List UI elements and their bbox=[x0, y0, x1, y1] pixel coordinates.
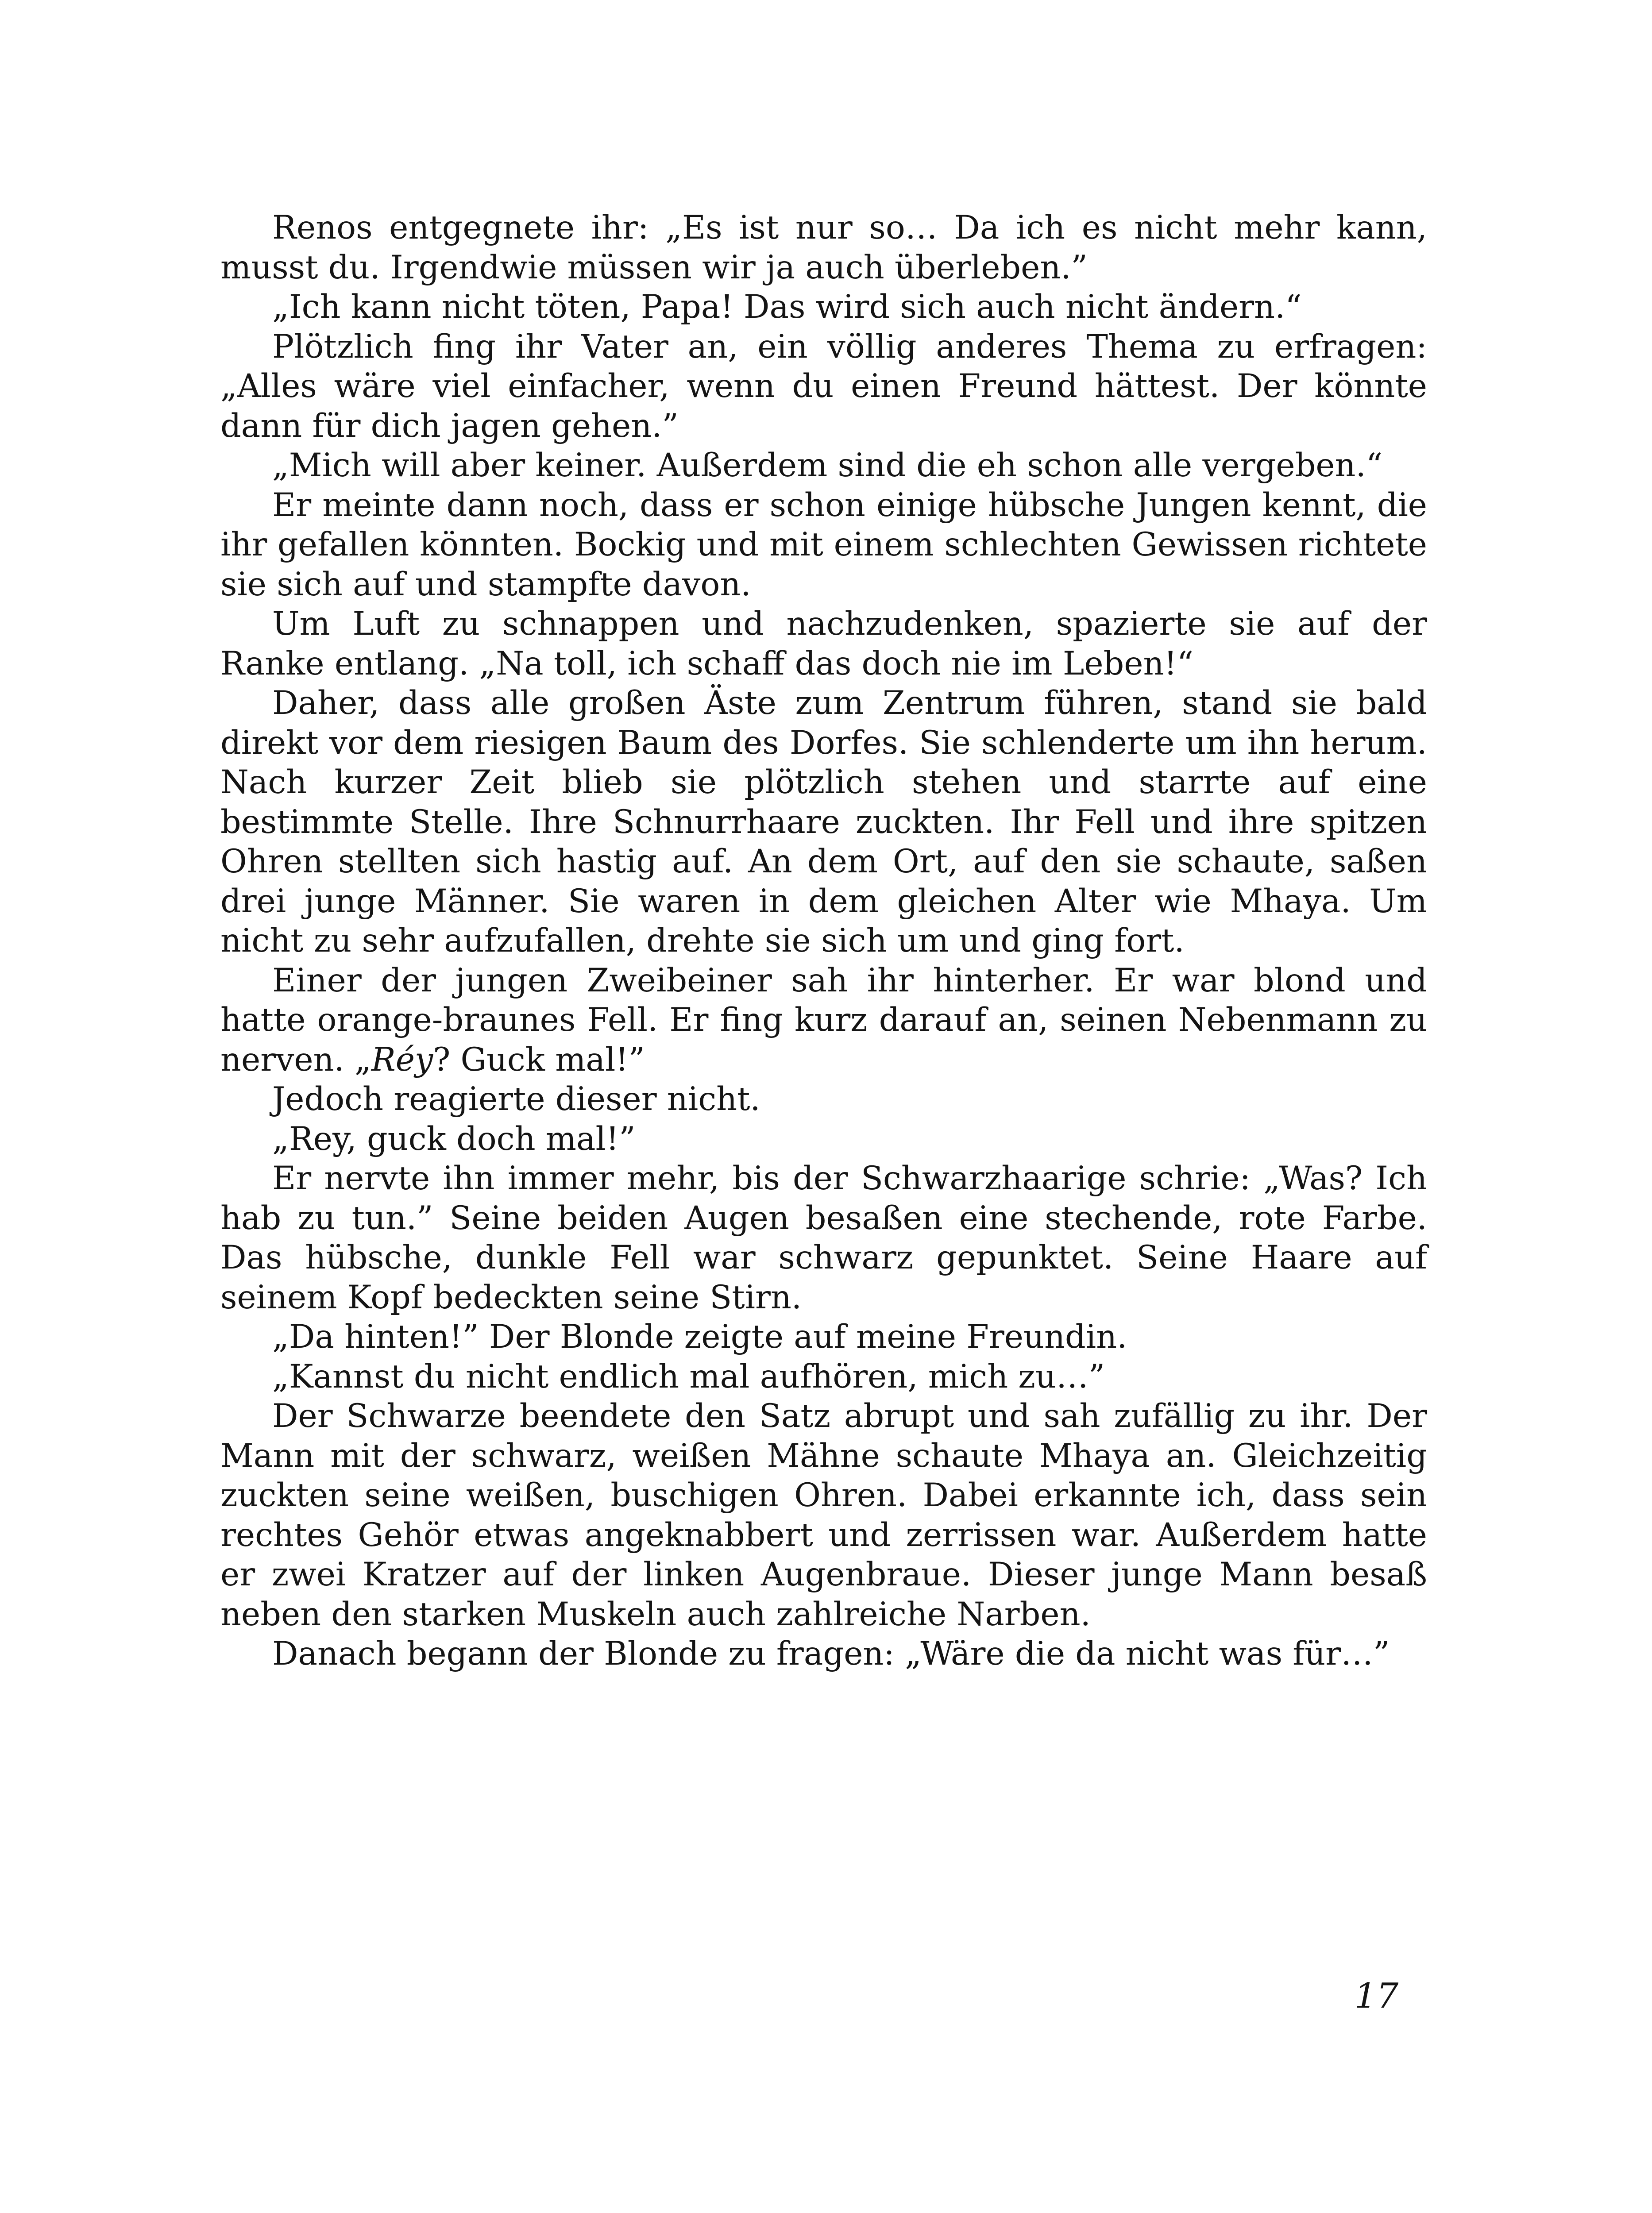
paragraph: „Da hinten!” Der Blonde zeigte auf meine Freundin. bbox=[272, 1318, 1127, 1356]
paragraph: Plötzlich fing ihr Vater an, ein völlig anderes Thema zu erfragen: „Alles wäre viel einfacher, wenn du einen Freund hättest. Der könnte dann für dich jagen gehen.” bbox=[220, 328, 1427, 445]
paragraph: Danach begann der Blonde zu fragen: „Wäre die da nicht was für…” bbox=[272, 1635, 1390, 1673]
paragraph: Daher, dass alle großen Äste zum Zentrum führen, stand sie bald direkt vor dem riesigen Baum des Dorfes. Sie schlenderte um ihn herum. Nach kurzer Zeit blieb sie plötzlich stehen und starrte auf eine bestimmte Stelle. Ihre Schnurrhaare zuckten. Ihr Fell und ihre spitzen Ohren stellten sich hastig auf. An dem Ort, auf den sie schaute, saßen drei junge Männer. Sie waren in dem gleichen Alter wie Mhaya. Um nicht zu sehr aufzufallen, drehte sie sich um und ging fort. bbox=[220, 684, 1427, 960]
italic-name: Réy bbox=[371, 1041, 433, 1079]
paragraph: „Rey, guck doch mal!” bbox=[272, 1120, 636, 1158]
paragraph: „Kannst du nicht endlich mal aufhören, mich zu…” bbox=[272, 1357, 1105, 1396]
paragraph: Er nervte ihn immer mehr, bis der Schwarzhaarige schrie: „Was? Ich hab zu tun.” Seine beiden Augen besaßen eine stechende, rote Farbe. Das hübsche, dunkle Fell war schwarz gepunktet. Seine Haare auf seinem Kopf bedeckten seine Stirn. bbox=[220, 1160, 1427, 1316]
paragraph: „Ich kann nicht töten, Papa! Das wird sich auch nicht ändern.“ bbox=[272, 288, 1302, 326]
paragraph: „Mich will aber keiner. Außerdem sind die eh schon alle vergeben.“ bbox=[272, 447, 1383, 484]
page-number: 17 bbox=[1355, 1976, 1399, 2016]
body-text bbox=[220, 208, 1427, 1674]
paragraph: Um Luft zu schnappen und nachzudenken, spazierte sie auf der Ranke entlang. „Na toll, ich schaff das doch nie im Leben!“ bbox=[220, 605, 1427, 682]
paragraph: Jedoch reagierte dieser nicht. bbox=[272, 1080, 760, 1118]
paragraph: Renos entgegnete ihr: „Es ist nur so… Da ich es nicht mehr kann, musst du. Irgendwie müssen wir ja auch überleben.” bbox=[220, 209, 1427, 286]
paragraph: Einer der jungen Zweibeiner sah ihr hinterher. Er war blond und hatte orange-braunes Fell. Er fing kurz darauf an, seinen Nebenmann zu nerven. „Réy? Guck mal!” bbox=[220, 961, 1427, 1079]
paragraph: Der Schwarze beendete den Satz abrupt und sah zufällig zu ihr. Der Mann mit der schwarz, weißen Mähne schaute Mhaya an. Gleichzeitig zuckten seine weißen, buschigen Ohren. Dabei erkannte ich, dass sein rechtes Gehör etwas angeknabbert und zerrissen war. Außerdem hatte er zwei Kratzer auf der linken Augenbraue. Dieser junge Mann besaß neben den starken Muskeln auch zahlreiche Narben. bbox=[220, 1397, 1427, 1633]
paragraph: Er meinte dann noch, dass er schon einige hübsche Jungen kennt, die ihr gefallen könnten. Bockig und mit einem schlechten Gewissen richtete sie sich auf und stampfte davon. bbox=[220, 486, 1427, 603]
